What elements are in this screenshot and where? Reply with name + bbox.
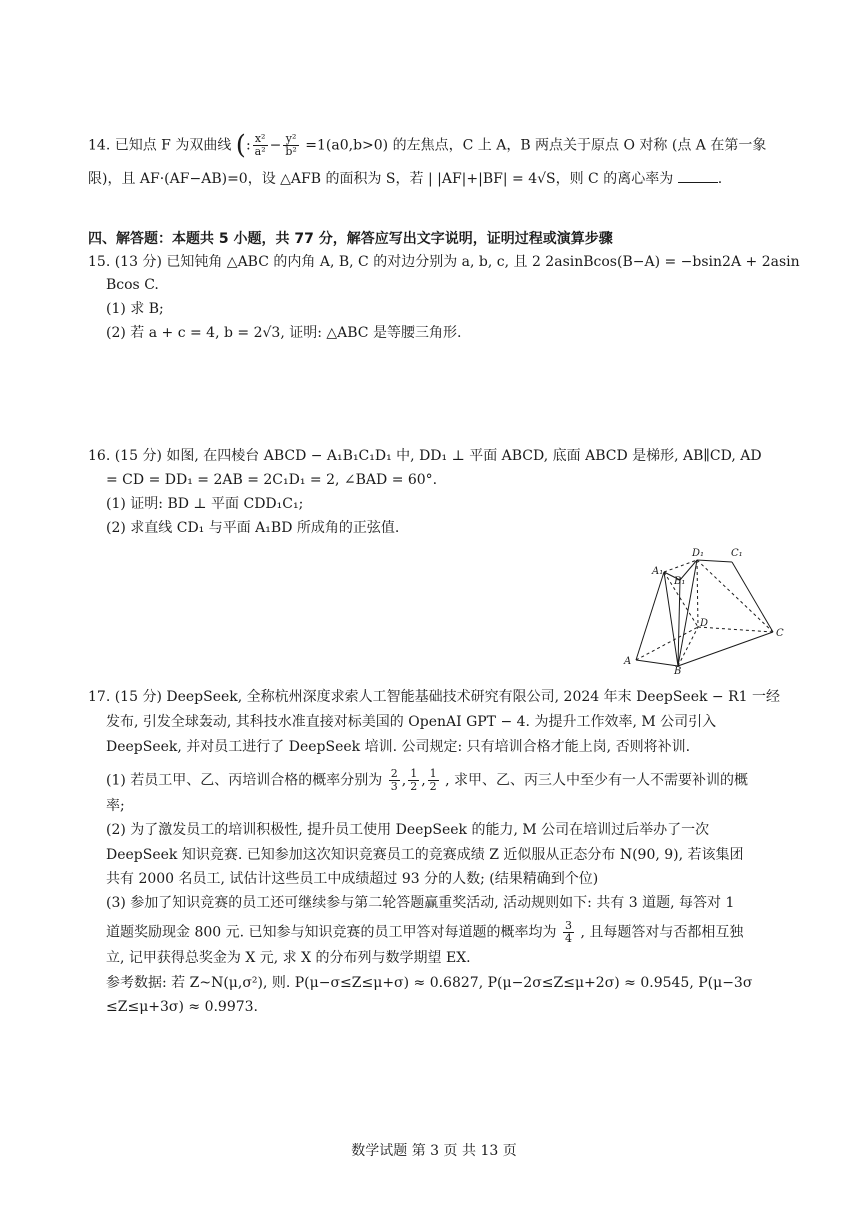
q17-part3-text-a: 道题奖励现金 800 元. 已知参与知识竞赛的员工甲答对每道题的概率均为 — [106, 924, 557, 941]
q17-part1-line1: (1) 若员工甲、乙、丙培训合格的概率分别为 $\frac{2}{3}$ , $\frac{1}{2}$ , $\frac{1}{2}$ , 求甲、乙、丙三人中至少有一人不需要补训的概 — [106, 767, 748, 793]
q14-line2 — [88, 168, 722, 189]
q14-line2-end: . — [717, 171, 723, 187]
label-D1: D₁ — [692, 548, 705, 559]
frac-2-3: $\frac{2}{3}$ — [390, 767, 398, 793]
q17-line1: 17. (15 分) DeepSeek, 全称杭州深度求索人工智能基础技术研究有限公司, 2024 年末 DeepSeek − R1 一经 — [88, 689, 781, 705]
label-C: C — [776, 628, 784, 639]
q16-line1: 16. (15 分) 如图, 在四棱台 ABCD − A₁B₁C₁D₁ 中, DD₁ ⊥ 平面 ABCD, 底面 ABCD 是梯形, AB∥CD, AD — [88, 448, 762, 464]
q17-line3: DeepSeek, 并对员工进行了 DeepSeek 培训. 公司规定: 只有培训合格才能上岗, 否则将补训. — [106, 739, 691, 755]
q15-line1: 15. (13 分) 已知钝角 △ABC 的内角 A, B, C 的对边分别为 a, b, c, 且 2 2asinBcos(B−A) = −bsin2A + 2asin — [88, 254, 800, 270]
frac-x2-a2: $\frac{\text{x²}}{\text{a²}}$ — [254, 132, 266, 158]
frac-3-4: $\frac{3}{4}$ — [564, 919, 572, 945]
label-B: B — [674, 666, 682, 675]
section-heading: 四、解答题：本题共 5 小题，共 77 分，解答应写出文字说明，证明过程或演算步骤 — [88, 231, 613, 247]
label-B1: B₁ — [674, 576, 686, 587]
label-A: A — [624, 656, 632, 667]
q15-part2: (2) 若 a + c = 4, b = 2√3, 证明: △ABC 是等腰三角形. — [106, 325, 462, 341]
reference-data-line1: 参考数据: 若 Z~N(μ,σ²), 则. P(μ−σ≤Z≤μ+σ) ≈ 0.6827, P(μ−2σ≤Z≤μ+2σ) ≈ 0.9545, P(μ−3σ — [106, 975, 753, 991]
q16-part1: (1) 证明: BD ⊥ 平面 CDD₁C₁; — [106, 496, 304, 512]
page-footer: 数学试题 第 3 页 共 13 页 — [351, 1143, 517, 1159]
q17-part3-line1: (3) 参加了知识竞赛的员工还可继续参与第二轮答题赢重奖活动, 活动规则如下: 共有 3 道题, 每答对 1 — [106, 895, 735, 911]
q17-part2-line3: 共有 2000 名员工, 试估计这些员工中成绩超过 93 分的人数; (结果精确到个位) — [106, 871, 599, 887]
frac-1-2b: $\frac{1}{2}$ — [429, 767, 437, 793]
q17-part1-text-a: (1) 若员工甲、乙、丙培训合格的概率分别为 — [106, 772, 383, 789]
q14-line1-end: =1(a0,b>0) 的左焦点，C 上 A，B 两点关于原点 O 对称 (点 A 在第一象 — [305, 137, 767, 154]
label-C1: C₁ — [731, 548, 743, 559]
q16-part2: (2) 求直线 CD₁ 与平面 A₁BD 所成角的正弦值. — [106, 520, 400, 536]
label-A1: A₁ — [652, 566, 664, 577]
q17-part1-line2: 率; — [106, 798, 125, 814]
q17-part3-text-b: , 且每题答对与否都相互独 — [580, 924, 744, 941]
label-D: D — [700, 618, 709, 629]
answer-blank — [678, 168, 718, 183]
paren-open: ( — [235, 130, 246, 161]
reference-data-line2: ≤Z≤μ+3σ) ≈ 0.9973. — [106, 999, 259, 1015]
q14-line2-text: 限)，且 AF·(AF−AB)=0，设 △AFB 的面积为 S，若 | |AF|+|BF| = 4√S，则 C 的离心率为 — [88, 171, 674, 187]
q17-part1-text-b: , 求甲、乙、丙三人中至少有一人不需要补训的概 — [445, 772, 748, 789]
q16-line2: = CD = DD₁ = 2AB = 2C₁D₁ = 2, ∠BAD = 60°. — [106, 472, 438, 488]
frustum-figure — [620, 540, 795, 675]
frac-1-2a: $\frac{1}{2}$ — [410, 767, 418, 793]
q14-line1: 14. 已知点 F 为双曲线 (: $\frac{\text{x²}}{\text{a²}}$ − $\frac{\text{y²}}{\text{b²}}$ =1(a0,b>0) 的左焦点，C 上 A，B 两点关于原点 O 对称 (点 A 在第一象 — [88, 130, 767, 161]
q17-line2: 发布, 引发全球轰动, 其科技水准直接对标美国的 OpenAI GPT − 4. 为提升工作效率, M 公司引入 — [106, 714, 717, 730]
q15-part1: (1) 求 B; — [106, 301, 164, 317]
q17-part3-line3: 立, 记甲获得总奖金为 X 元, 求 X 的分布列与数学期望 EX. — [106, 950, 471, 966]
q17-part3-line2 — [106, 920, 743, 945]
q17-part2-line1: (2) 为了激发员工的培训积极性, 提升员工使用 DeepSeek 的能力, M 公司在培训过后举办了一次 — [106, 822, 710, 838]
q17-part2-line2: DeepSeek 知识竞赛. 已知参加这次知识竞赛员工的竞赛成绩 Z 近似服从正态分布 N(90, 9), 若该集团 — [106, 847, 744, 863]
q15-line2: Bcos C. — [106, 277, 159, 293]
frac-y2-b2: $\frac{\text{y²}}{\text{b²}}$ — [285, 132, 297, 158]
q14-line1-start: 14. 已知点 F 为双曲线 — [88, 137, 232, 154]
